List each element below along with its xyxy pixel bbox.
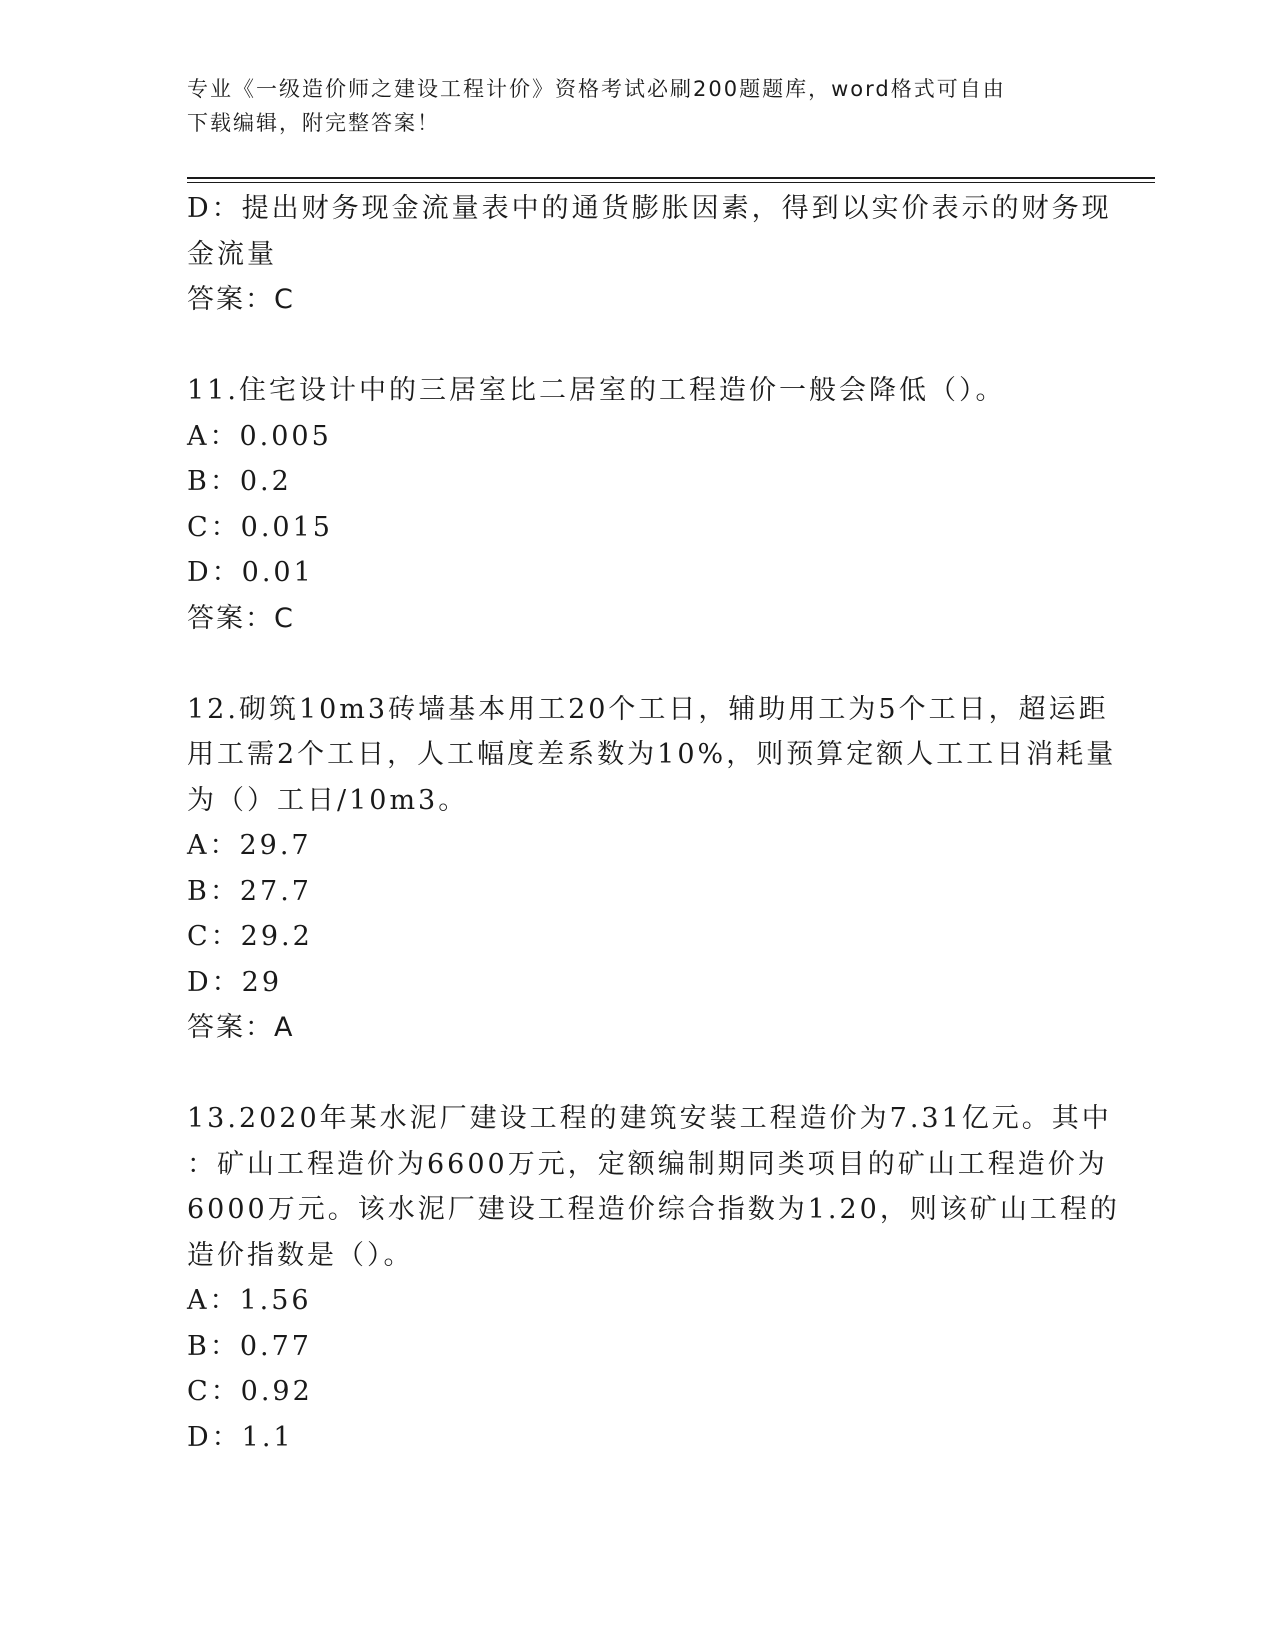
answer: 答案：A xyxy=(187,1012,295,1043)
question-stem-line-2: ：矿山工程造价为6600万元，定额编制期同类项目的矿山工程造价为 xyxy=(187,1148,1108,1180)
spacer xyxy=(187,641,1087,687)
answer: 答案：C xyxy=(187,602,295,634)
question-stem-line-1: 13.2020年某水泥厂建设工程的建筑安装工程造价为7.31亿元。其中 xyxy=(187,1103,1112,1134)
option-a: A：1.56 xyxy=(187,1285,312,1316)
header-line-1: 专业《一级造价师之建设工程计价》资格考试必刷200题题库，word格式可自由 xyxy=(187,77,1006,101)
option-d: D：0.01 xyxy=(187,557,314,588)
question-stem-line-4: 造价指数是（）。 xyxy=(187,1239,414,1271)
spacer xyxy=(187,323,1087,369)
option-d-continued: 金流量 xyxy=(187,238,277,270)
header-divider-thin xyxy=(187,182,1155,183)
question-13 xyxy=(187,1096,1120,1460)
spacer xyxy=(187,1051,1087,1097)
answer: 答案：C xyxy=(187,284,295,315)
document-header xyxy=(187,72,1087,140)
option-a: A：29.7 xyxy=(187,830,312,861)
question-10-tail xyxy=(187,186,1112,323)
question-11 xyxy=(187,368,1087,641)
header-line-2: 下载编辑，附完整答案！ xyxy=(187,111,440,135)
option-b: B：27.7 xyxy=(187,875,312,907)
option-c: C：0.015 xyxy=(187,511,333,543)
option-b: B：0.77 xyxy=(187,1330,312,1362)
option-d: D：29 xyxy=(187,966,283,998)
option-d: D：提出财务现金流量表中的通货膨胀因素，得到以实价表示的财务现 xyxy=(187,193,1112,224)
option-d: D：1.1 xyxy=(187,1421,294,1453)
header-divider-thick xyxy=(187,177,1155,179)
option-a: A：0.005 xyxy=(187,420,332,452)
option-c: C：29.2 xyxy=(187,921,313,952)
question-stem-line-3: 6000万元。该水泥厂建设工程造价综合指数为1.20，则该矿山工程的 xyxy=(187,1194,1120,1225)
question-stem-line-2: 用工需2个工日，人工幅度差系数为10%，则预算定额人工工日消耗量 xyxy=(187,739,1117,770)
question-stem: 11.住宅设计中的三居室比二居室的工程造价一般会降低（）。 xyxy=(187,375,1006,406)
question-stem-line-1: 12.砌筑10m3砖墙基本用工20个工日，辅助用工为5个工日，超运距 xyxy=(187,693,1109,725)
option-c: C：0.92 xyxy=(187,1376,313,1407)
question-content xyxy=(187,186,1120,1460)
question-stem-line-3: 为（）工日/10m3。 xyxy=(187,784,469,816)
option-b: B：0.2 xyxy=(187,466,292,497)
question-12 xyxy=(187,687,1117,1051)
